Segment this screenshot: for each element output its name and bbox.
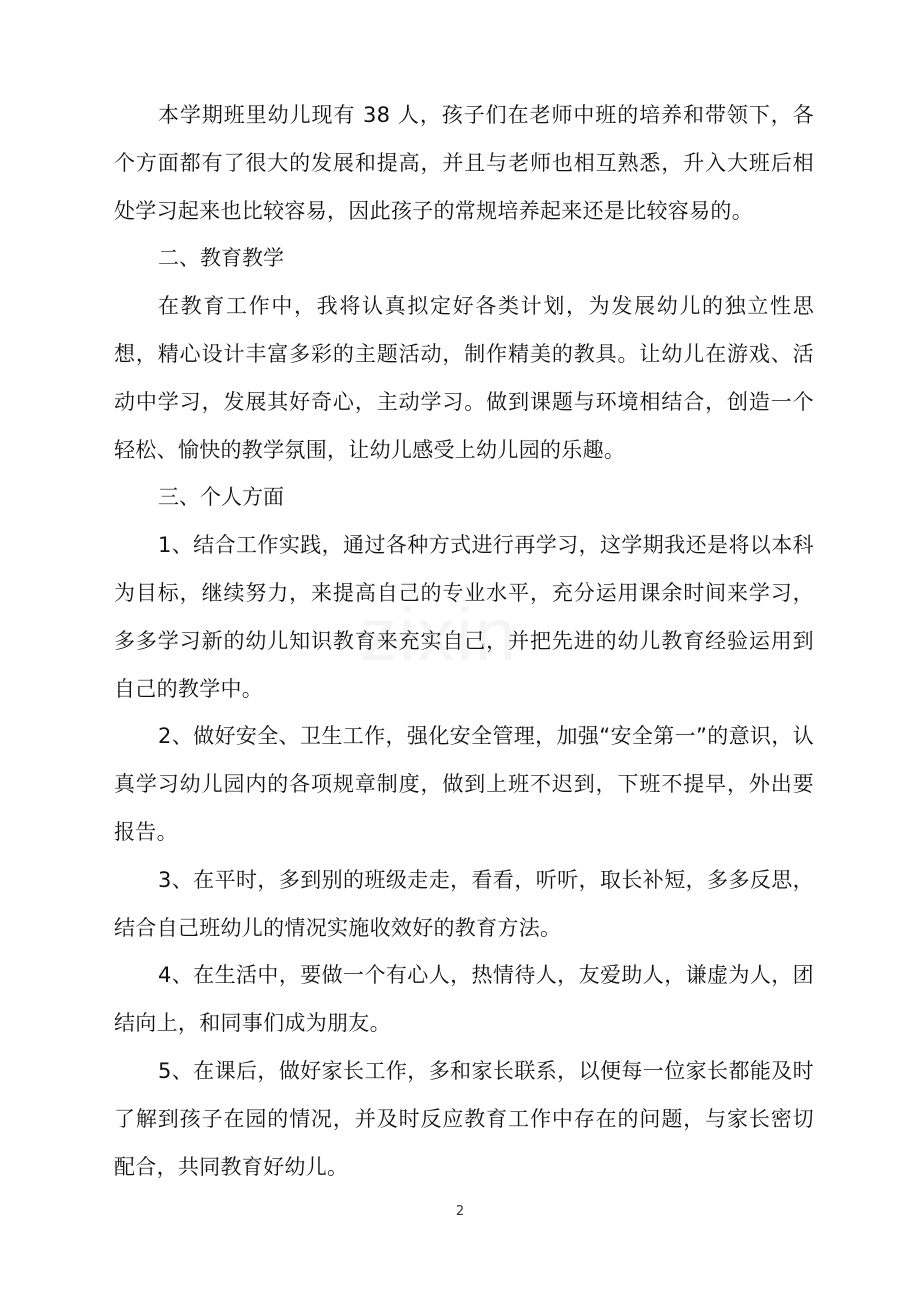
paragraph-education-work: 在教育工作中，我将认真拟定好各类计划，为发展幼儿的独立性思想，精心设计丰富多彩的主题活动，制作精美的教具。让幼儿在游戏、活动中学习，发展其好奇心，主动学习。做到课题与环境相结合，创造一个轻松、愉快的教学氛围，让幼儿感受上幼儿园的乐趣。 xyxy=(114,294,814,462)
paragraph-item-4: 4、在生活中，要做一个有心人，热情待人，友爱助人，谦虚为人，团结向上，和同事们成为朋友。 xyxy=(114,963,814,1036)
watermark: zixin xyxy=(360,593,519,676)
paragraph-item-3: 3、在平时，多到别的班级走走，看看，听听，取长补短，多多反思，结合自己班幼儿的情况实施收效好的教育方法。 xyxy=(114,867,814,940)
paragraph-item-5: 5、在课后，做好家长工作，多和家长联系，以便每一位家长都能及时了解到孩子在园的情况，并及时反应教育工作中存在的问题，与家长密切配合，共同教育好幼儿。 xyxy=(114,1058,814,1179)
heading-education-teaching: 二、教育教学 xyxy=(158,246,284,271)
document-body xyxy=(114,92,814,1191)
paragraph-item-1: 1、结合工作实践，通过各种方式进行再学习，这学期我还是将以本科为目标，继续努力，来提高自己的专业水平，充分运用课余时间来学习，多多学习新的幼儿知识教育来充实自己，并把先进的幼儿教育经验运用到自己的教学中。 xyxy=(114,533,814,701)
paragraph-class-overview: 本学期班里幼儿现有 38 人，孩子们在老师中班的培养和带领下，各个方面都有了很大的发展和提高，并且与老师也相互熟悉，升入大班后相处学习起来也比较容易，因此孩子的常规培养起来还是比较容易的。 xyxy=(114,103,814,223)
heading-personal: 三、个人方面 xyxy=(158,485,284,510)
page-number: 2 xyxy=(455,1204,465,1219)
paragraph-item-2: 2、做好安全、卫生工作，强化安全管理，加强“安全第一”的意识，认真学习幼儿园内的各项规章制度，做到上班不迟到，下班不提早，外出要报告。 xyxy=(114,724,814,844)
